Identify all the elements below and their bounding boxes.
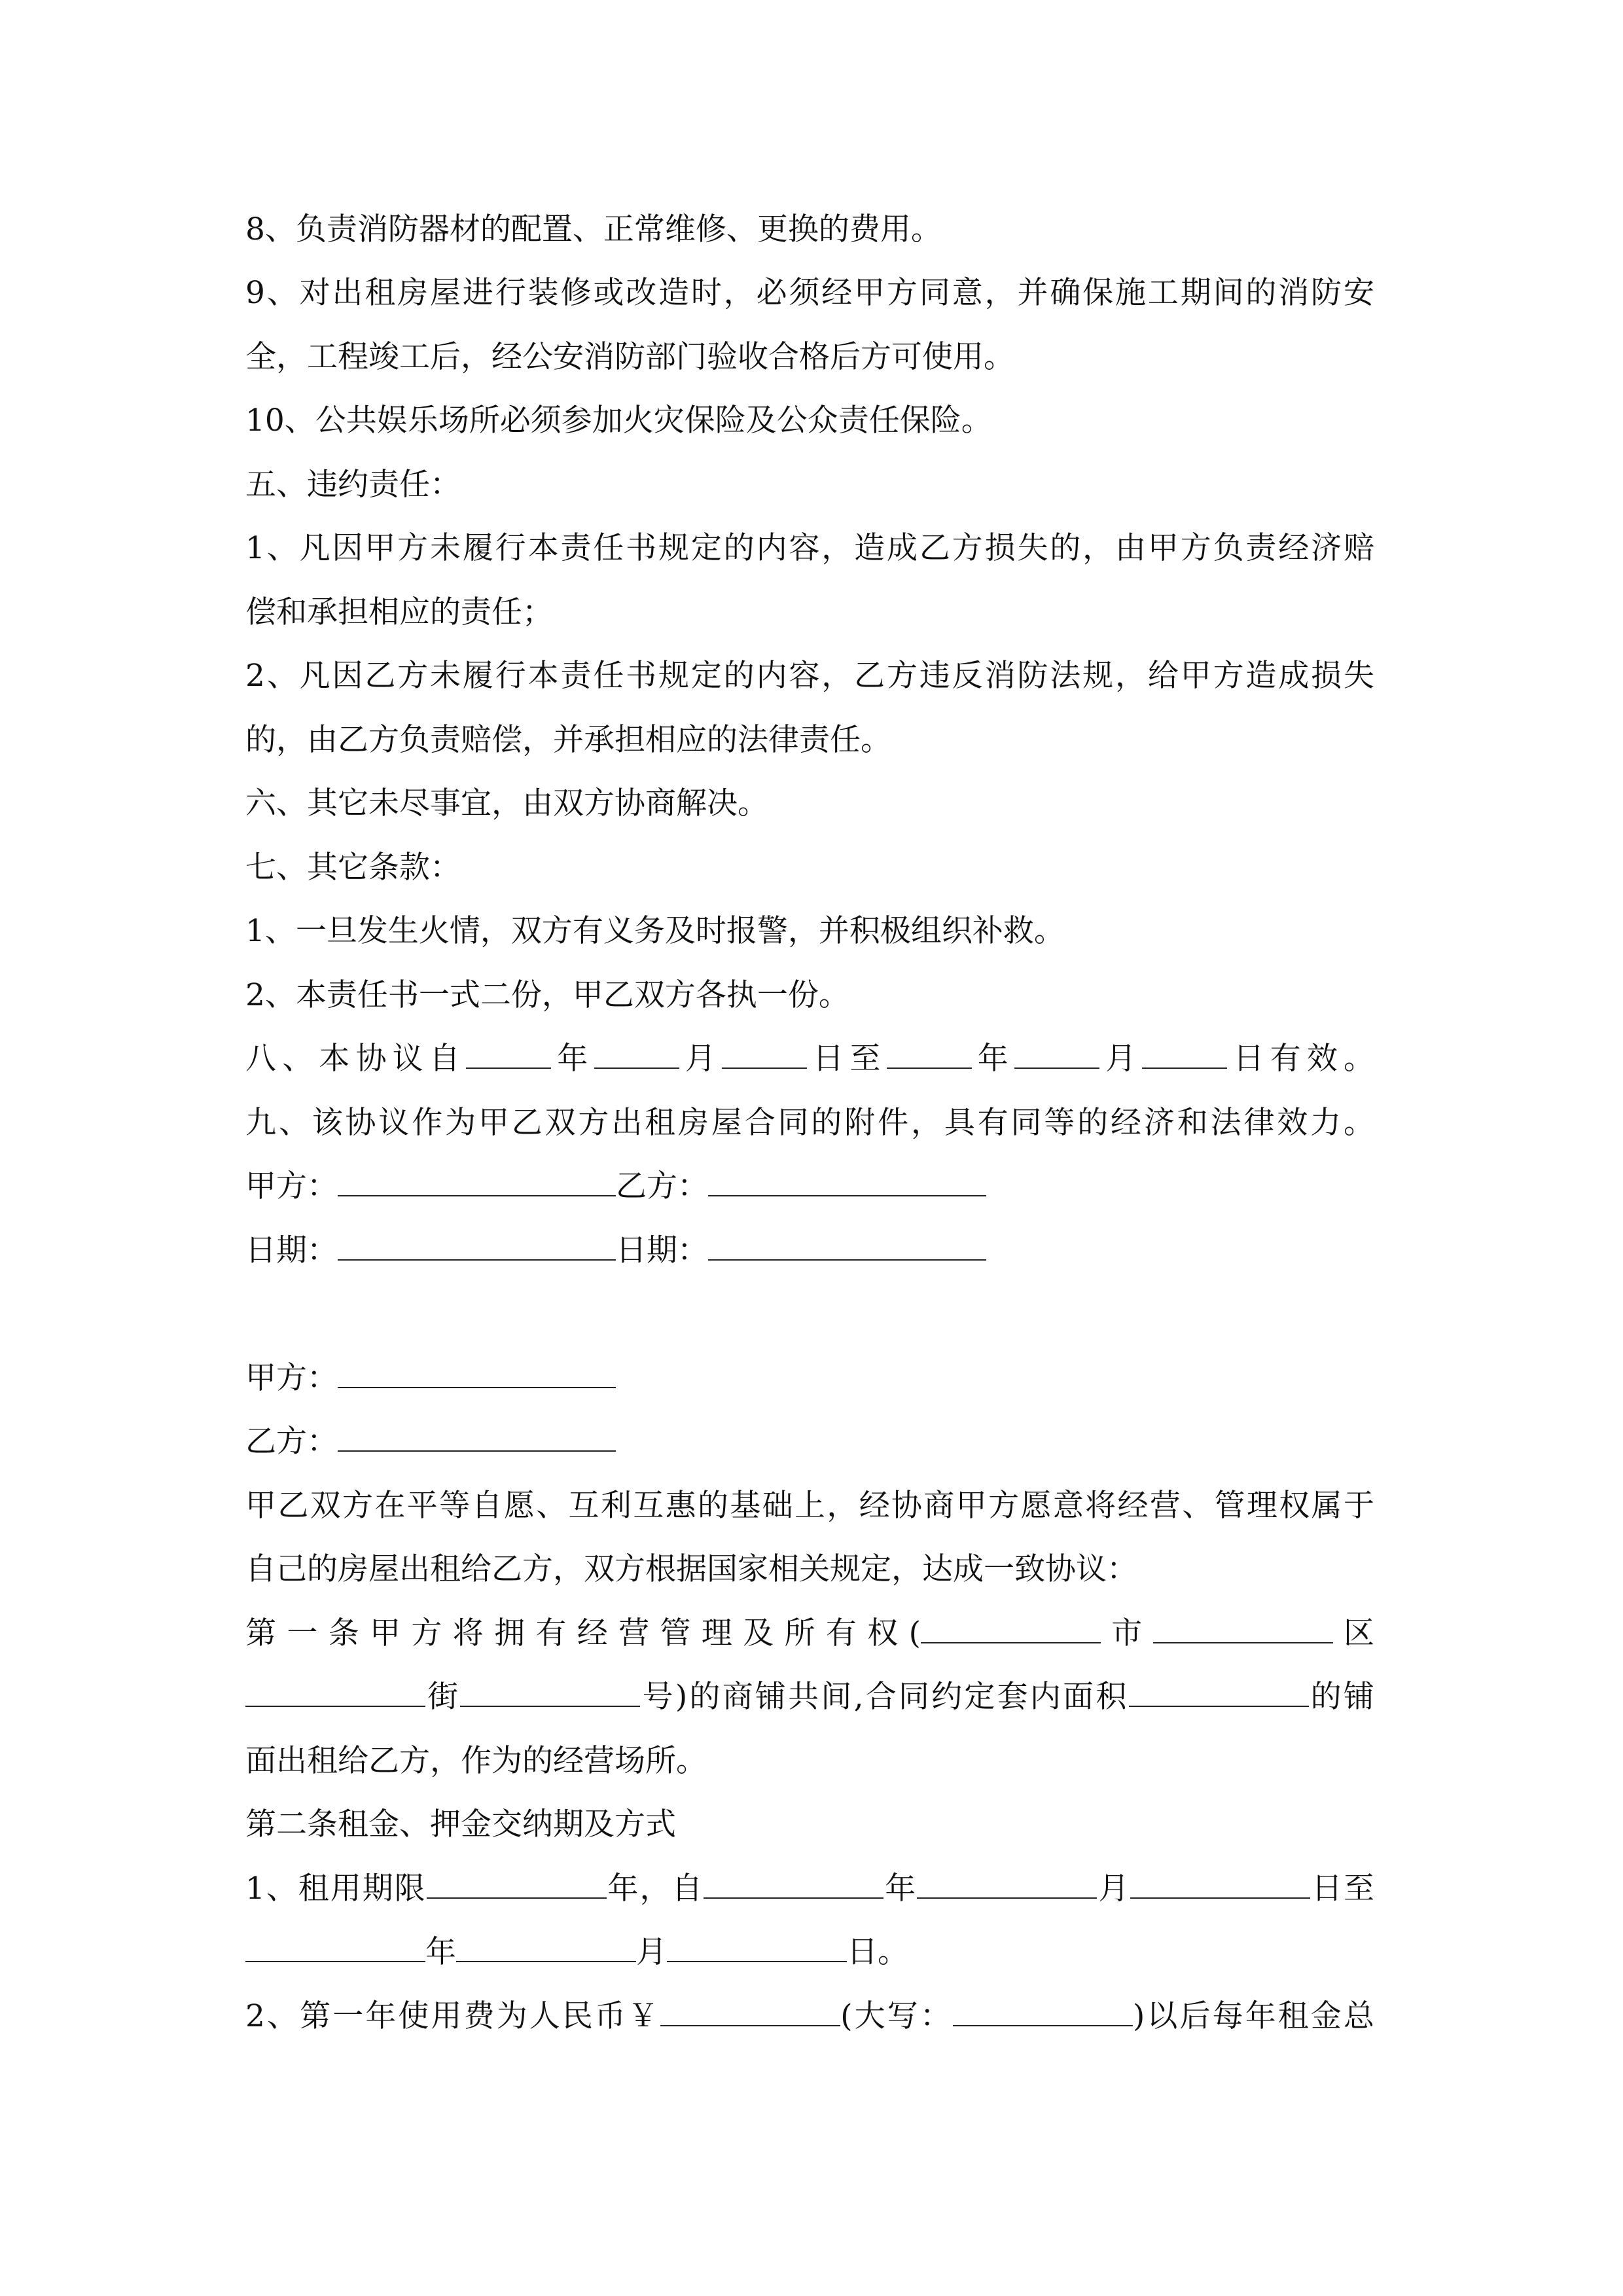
- text-line: 面出租给乙方，作为的经营场所。: [245, 1743, 707, 1779]
- text-line: 9、对出租房屋进行装修或改造时，必须经甲方同意，并确保施工期间的消防安: [245, 275, 1374, 311]
- text: 月: [1099, 1041, 1143, 1077]
- blank-field[interactable]: [722, 1028, 807, 1069]
- rent-line: [245, 1984, 1374, 2049]
- text: )以后每年租金总: [1132, 1998, 1375, 2034]
- text: 年: [551, 1041, 594, 1077]
- party-a-label: 甲方：: [245, 1168, 338, 1204]
- text-line: 甲乙双方在平等自愿、互利互惠的基础上，经协商甲方愿意将经营、管理权属于: [245, 1488, 1374, 1524]
- text: 日至: [806, 1041, 887, 1077]
- party-a-field[interactable]: [338, 1348, 616, 1388]
- text-line: 8、负责消防器材的配置、正常维修、更换的费用。: [245, 211, 942, 247]
- text-line: 偿和承担相应的责任；: [245, 594, 553, 630]
- text: 市: [1100, 1615, 1153, 1651]
- text-line: 2、本责任书一式二份，甲乙双方各执一份。: [245, 977, 849, 1013]
- text-line: 自己的房屋出租给乙方，双方根据国家相关规定，达成一致协议：: [245, 1551, 1137, 1587]
- text: 1、租用期限: [245, 1871, 427, 1907]
- date-a-field[interactable]: [338, 1220, 616, 1261]
- signature-line: [245, 1155, 1374, 1219]
- text: 月: [679, 1041, 722, 1077]
- party-a-field[interactable]: [338, 1156, 616, 1196]
- blank-field[interactable]: [917, 1858, 1097, 1899]
- rent-amount-words-field[interactable]: [953, 1986, 1133, 2026]
- article-1-line: [245, 1602, 1374, 1666]
- text: 八、本协议自: [245, 1041, 467, 1077]
- blank-field[interactable]: [245, 1922, 425, 1962]
- date-a-label: 日期：: [245, 1232, 338, 1268]
- text: 日有效。: [1227, 1041, 1375, 1077]
- section-heading: 七、其它条款：: [245, 850, 461, 886]
- text: 2、第一年使用费为人民币￥: [245, 1998, 661, 2034]
- date-line: [245, 1219, 1374, 1283]
- lease-term-line: [245, 1857, 1374, 1921]
- text-line: 全，工程竣工后，经公安消防部门验收合格后方可使用。: [245, 339, 1014, 375]
- district-field[interactable]: [1153, 1603, 1333, 1643]
- text: 月: [1097, 1871, 1131, 1907]
- text: 号)的商铺共间,合同约定套内面积: [640, 1679, 1129, 1715]
- text: 年: [971, 1041, 1014, 1077]
- signature-line: [245, 1346, 1374, 1410]
- article-1-line: [245, 1665, 1374, 1729]
- text: 月: [636, 1934, 667, 1970]
- blank-field[interactable]: [887, 1028, 972, 1069]
- blank-field[interactable]: [594, 1028, 679, 1069]
- date-b-label: 日期：: [616, 1232, 708, 1268]
- text-line: 1、凡因甲方未履行本责任书规定的内容，造成乙方损失的，由甲方负责经济赔: [245, 530, 1374, 566]
- date-b-field[interactable]: [708, 1220, 986, 1261]
- blank-field[interactable]: [456, 1922, 636, 1962]
- signature-line: [245, 1410, 1374, 1474]
- lease-term-line: [245, 1920, 1374, 1984]
- street-field[interactable]: [245, 1666, 425, 1707]
- section-heading: 六、其它未尽事宜，由双方协商解决。: [245, 785, 768, 821]
- party-b-field[interactable]: [708, 1156, 986, 1196]
- text: 日。: [847, 1934, 908, 1970]
- text-line: 10、公共娱乐场所必须参加火灾保险及公众责任保险。: [245, 403, 992, 439]
- blank-field[interactable]: [704, 1858, 883, 1899]
- text: 第一条甲方将拥有经营管理及所有权(: [245, 1615, 921, 1651]
- blank-field[interactable]: [667, 1922, 847, 1962]
- text-line: 1、一旦发生火情，双方有义务及时报警，并积极组织补救。: [245, 913, 1065, 949]
- area-field[interactable]: [1129, 1666, 1309, 1707]
- rent-amount-field[interactable]: [660, 1986, 840, 2026]
- blank-field[interactable]: [1130, 1858, 1310, 1899]
- text-line: 九、该协议作为甲乙双方出租房屋合同的附件，具有同等的经济和法律效力。: [245, 1105, 1374, 1141]
- text: 年: [883, 1871, 918, 1907]
- party-b-field[interactable]: [338, 1411, 616, 1452]
- text-line: 2、凡因乙方未履行本责任书规定的内容，乙方违反消防法规，给甲方造成损失: [245, 658, 1374, 694]
- text: 日至: [1310, 1871, 1375, 1907]
- blank-field[interactable]: [427, 1858, 607, 1899]
- text: 街: [425, 1679, 461, 1715]
- party-a-label: 甲方：: [245, 1360, 338, 1396]
- blank-field[interactable]: [1142, 1028, 1227, 1069]
- text: 年，自: [606, 1871, 704, 1907]
- text: (大写：: [840, 1998, 953, 2034]
- party-b-label: 乙方：: [245, 1424, 338, 1460]
- number-field[interactable]: [460, 1666, 640, 1707]
- blank-field[interactable]: [466, 1028, 551, 1069]
- city-field[interactable]: [921, 1603, 1101, 1643]
- text: 的铺: [1308, 1679, 1375, 1715]
- blank-field[interactable]: [1014, 1028, 1099, 1069]
- text-line: 的，由乙方负责赔偿，并承担相应的法律责任。: [245, 722, 891, 758]
- section-heading: 五、违约责任：: [245, 467, 461, 503]
- party-b-label: 乙方：: [616, 1168, 708, 1204]
- article-2-title: 第二条租金、押金交纳期及方式: [245, 1806, 676, 1842]
- text: 区: [1332, 1615, 1375, 1651]
- text: 年: [425, 1934, 456, 1970]
- agreement-period-line: [245, 1027, 1374, 1091]
